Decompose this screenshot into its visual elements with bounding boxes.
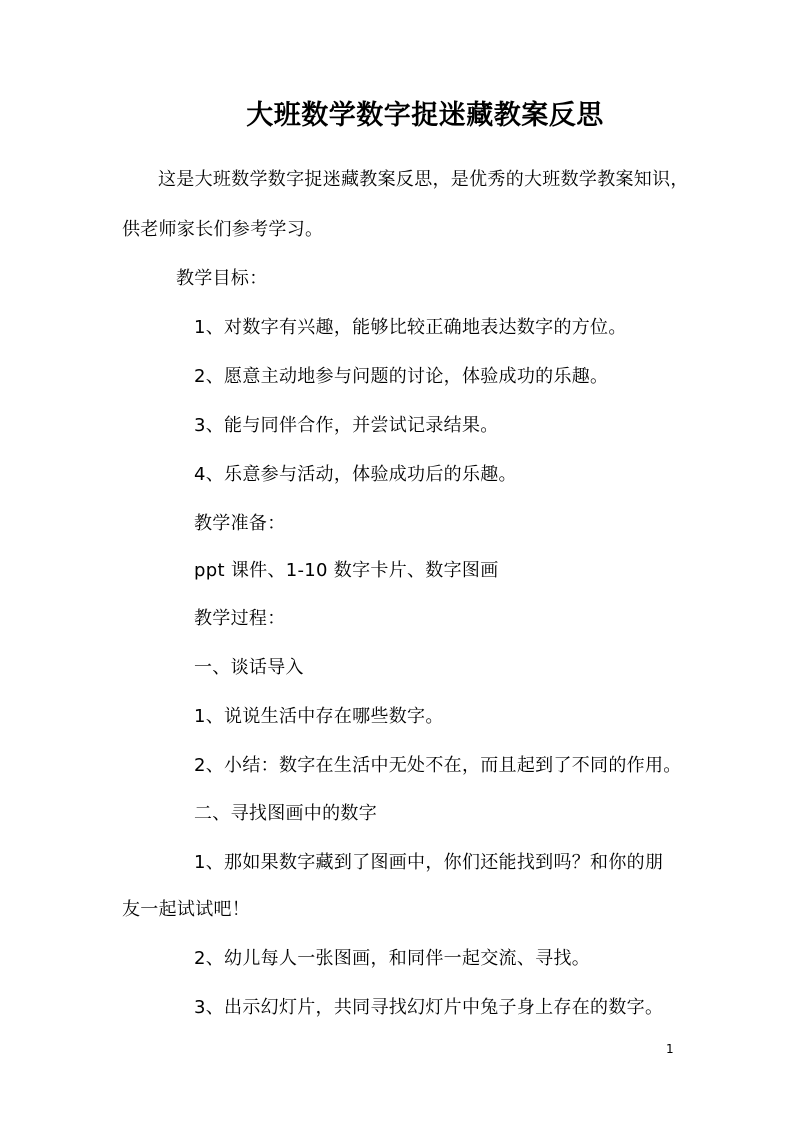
prep-heading: 教学准备：: [194, 513, 286, 534]
section-1-item: 2、小结：数字在生活中无处不在，而且起到了不同的作用。: [194, 755, 682, 776]
prep-materials: ppt 课件、1-10 数字卡片、数字图画: [194, 560, 499, 581]
document-title: 大班数学数字捉迷藏教案反思: [246, 100, 604, 131]
section-2-item-3: 3、出示幻灯片，共同寻找幻灯片中兔子身上存在的数字。: [194, 997, 664, 1018]
intro-line-1: 这是大班数学数字捉迷藏教案反思，是优秀的大班数学教案知识，: [158, 169, 689, 190]
goals-heading: 教学目标：: [176, 268, 268, 289]
section-2-item-1-line-1: 1、那如果数字藏到了图画中，你们还能找到吗？和你的朋: [194, 852, 664, 873]
goal-item: 4、乐意参与活动，体验成功后的乐趣。: [194, 464, 517, 485]
section-1-heading: 一、谈话导入: [194, 657, 304, 678]
page-number: 1: [666, 1042, 674, 1056]
goal-item: 3、能与同伴合作，并尝试记录结果。: [194, 415, 499, 436]
section-2-heading: 二、寻找图画中的数字: [194, 803, 377, 824]
goal-item: 1、对数字有兴趣，能够比较正确地表达数字的方位。: [194, 317, 627, 338]
goal-item: 2、愿意主动地参与问题的讨论，体验成功的乐趣。: [194, 366, 609, 387]
process-heading: 教学过程：: [194, 608, 286, 629]
section-2-item-1-line-2: 友一起试试吧！: [122, 899, 251, 920]
intro-line-2: 供老师家长们参考学习。: [122, 219, 324, 240]
section-2-item-2: 2、幼儿每人一张图画，和同伴一起交流、寻找。: [194, 948, 591, 969]
section-1-item: 1、说说生活中存在哪些数字。: [194, 706, 444, 727]
